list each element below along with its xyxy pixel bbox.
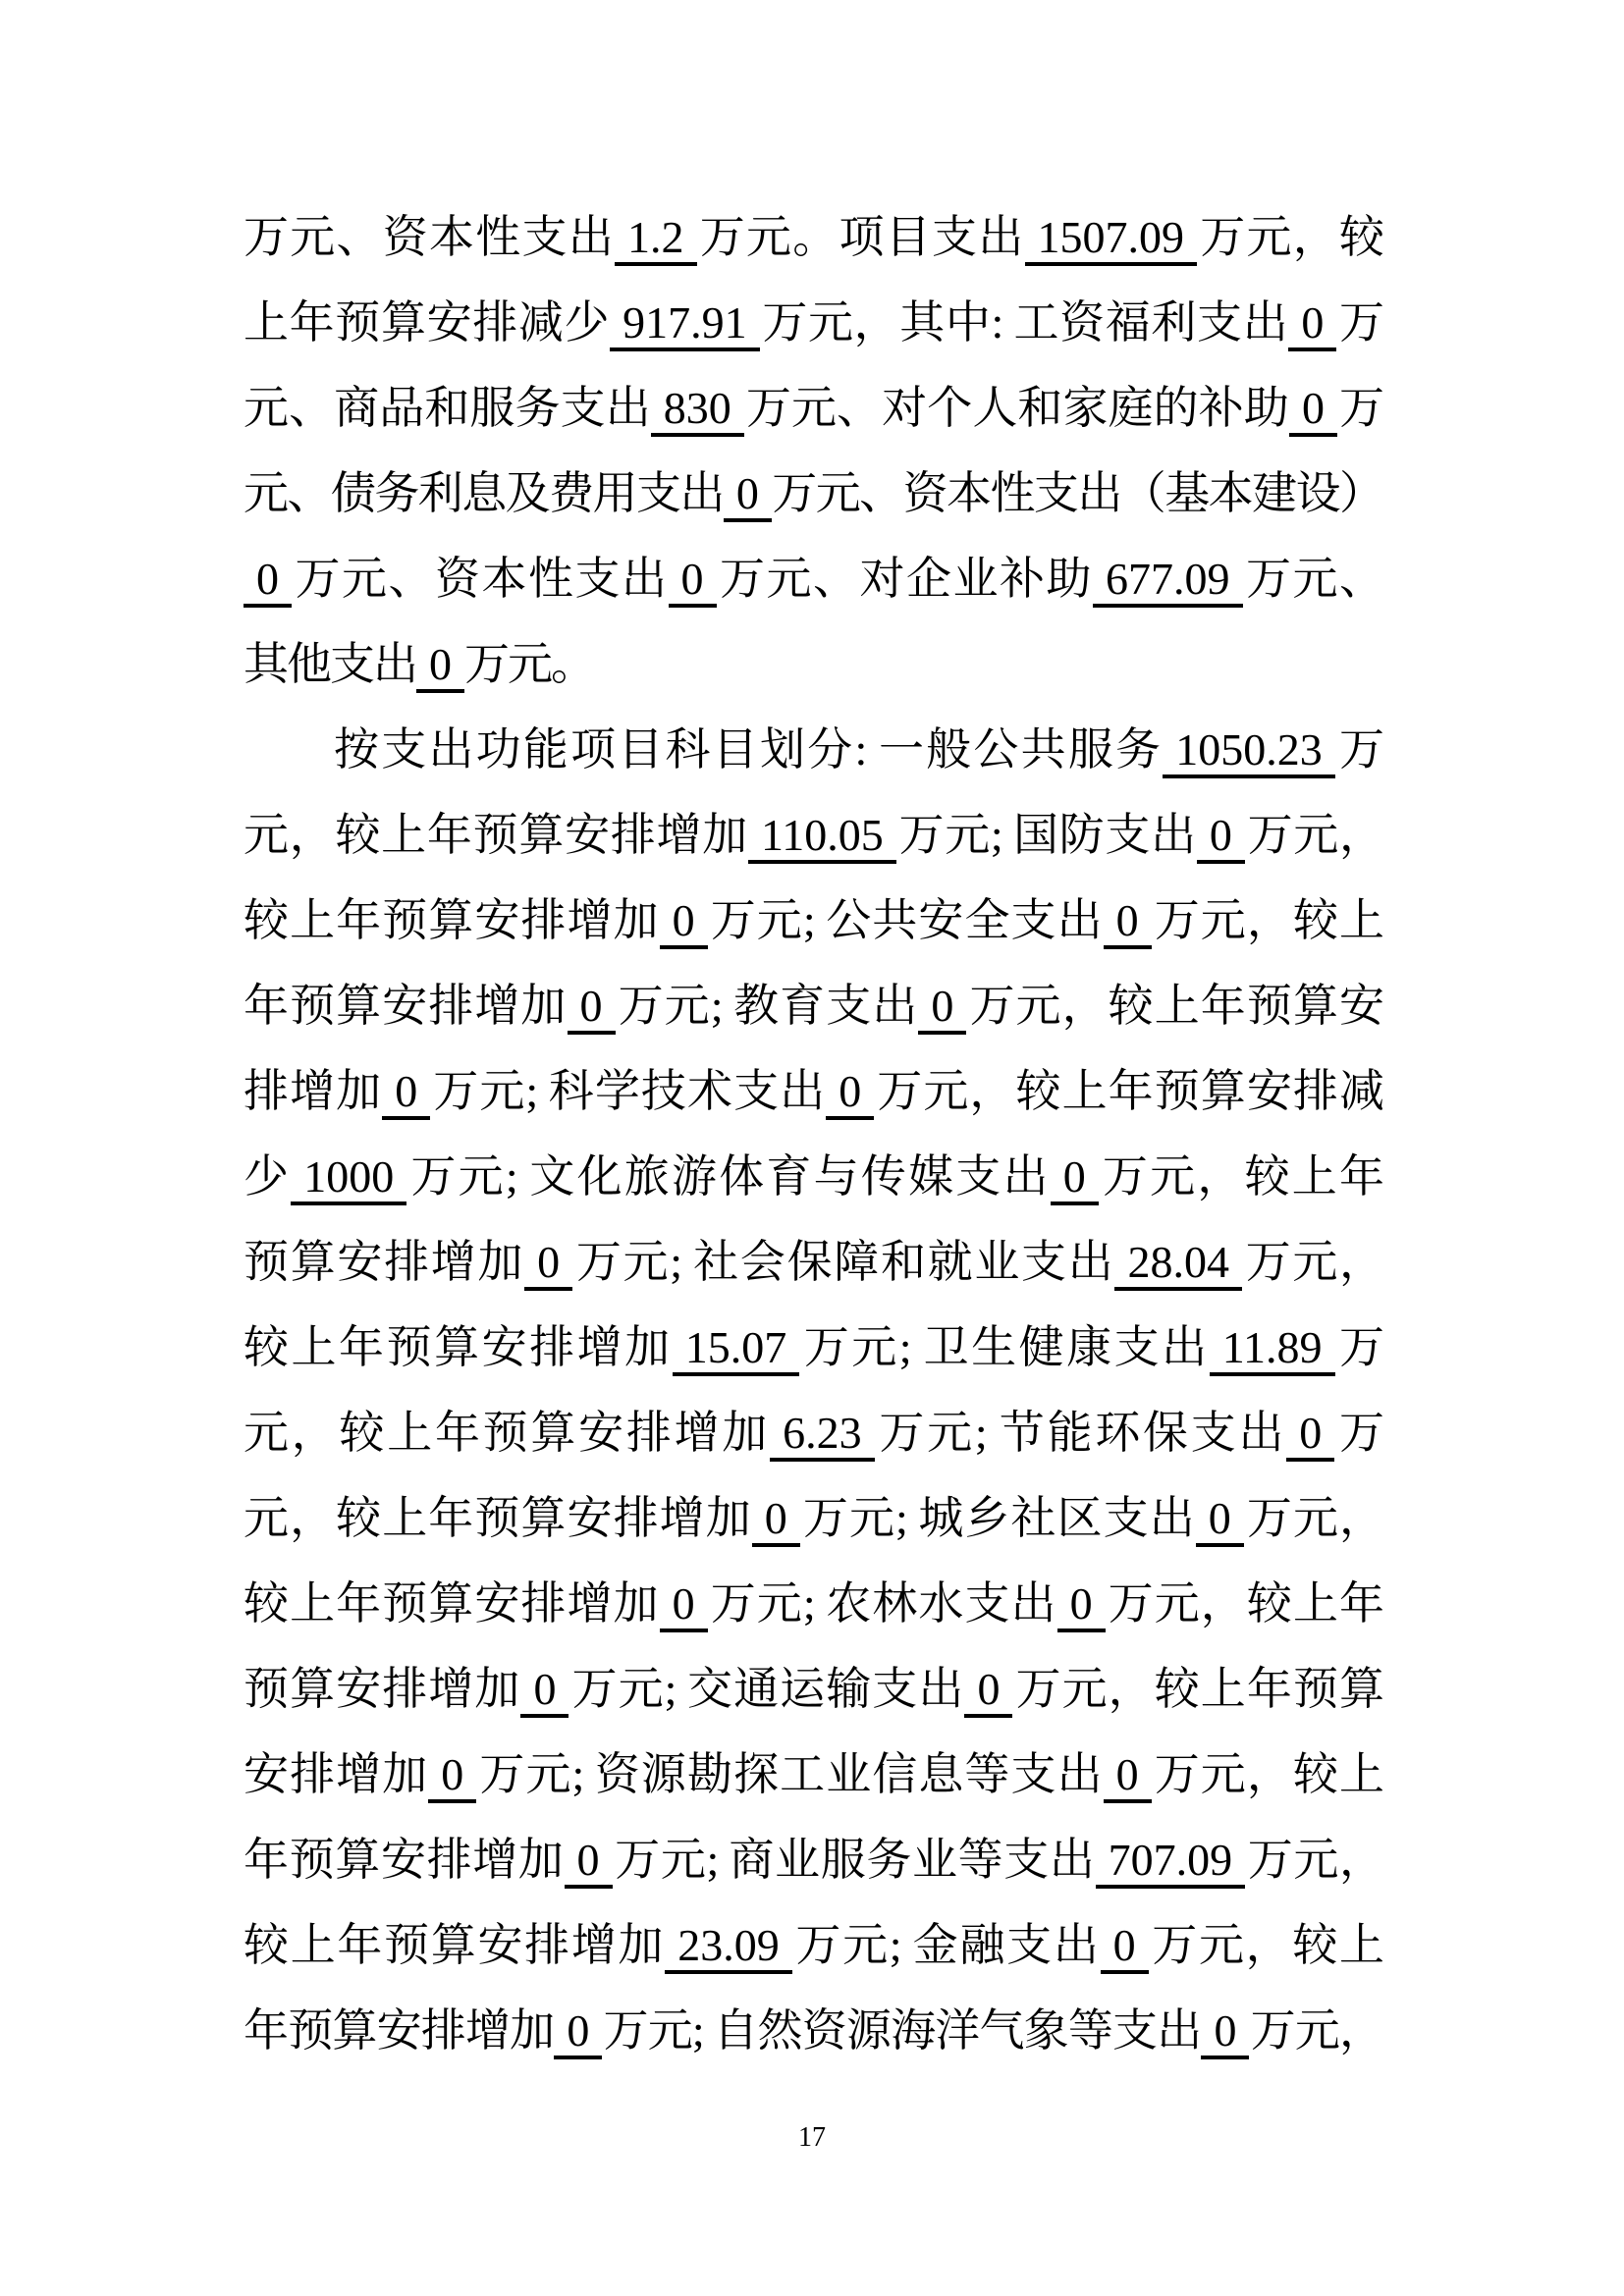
underlined-value: 6.23 — [770, 1408, 875, 1462]
underlined-value: 677.09 — [1093, 554, 1243, 608]
text-run: 万元; 交通运输支出 — [568, 1664, 965, 1714]
text-run: 万元; 公共安全支出 — [707, 895, 1104, 945]
text-line-21 — [244, 1902, 1382, 1988]
underlined-value: 15.07 — [673, 1322, 800, 1376]
text-line-8 — [244, 792, 1382, 878]
text-run: 万元，较 — [1197, 212, 1382, 262]
text-line-5 — [244, 536, 1382, 621]
text-line-14 — [244, 1305, 1382, 1390]
underlined-value: 0 — [524, 1237, 572, 1291]
text-line-22 — [244, 1988, 1382, 2073]
underlined-value: 0 — [1051, 1151, 1099, 1205]
text-run: 万元，较上年预算安 — [966, 981, 1382, 1031]
text-run: 万 — [1336, 383, 1382, 433]
underlined-value: 830 — [651, 383, 744, 437]
document-body — [244, 194, 1382, 2073]
text-run: 万元，其中: 工资福利支出 — [759, 297, 1289, 347]
text-run: 万元、资本性支出（基本建设） — [771, 468, 1382, 518]
text-run: 万元; 商业服务业等支出 — [612, 1835, 1096, 1885]
text-run: 万元，较上年 — [1098, 1151, 1382, 1201]
text-run: 万元， — [1249, 2005, 1382, 2056]
page-number: 17 — [798, 2122, 826, 2153]
text-run: 万元、资本性支出 — [244, 212, 615, 262]
underlined-value: 0 — [964, 1664, 1012, 1718]
underlined-value: 0 — [1286, 1408, 1334, 1462]
text-run: 排增加 — [244, 1066, 383, 1116]
text-run: 元、债务利息及费用支出 — [244, 468, 724, 518]
text-line-7 — [244, 707, 1382, 792]
underlined-value: 0 — [568, 981, 616, 1035]
text-run: 万元，较上 — [1151, 895, 1382, 945]
text-run: 万元; 金融支出 — [791, 1920, 1101, 1970]
text-run: 年预算安排增加 — [244, 1835, 565, 1885]
text-line-10 — [244, 963, 1382, 1048]
text-run: 万元、 — [1242, 554, 1382, 604]
text-run: 万 — [1336, 297, 1382, 347]
text-run: 万 — [1334, 1408, 1382, 1458]
underlined-value: 0 — [554, 2005, 602, 2059]
text-run: 万元; 教育支出 — [615, 981, 919, 1031]
underlined-value: 1050.23 — [1163, 724, 1335, 778]
text-line-18 — [244, 1646, 1382, 1732]
text-run: 万元; 自然资源海洋气象等支出 — [602, 2005, 1202, 2056]
text-run: 万元，较上年预算安排减 — [874, 1066, 1382, 1116]
text-run: 元，较上年预算安排增加 — [244, 1408, 771, 1458]
underlined-value: 0 — [416, 639, 464, 693]
text-run: 万元，较上 — [1148, 1920, 1382, 1970]
text-run: 万元，较上 — [1151, 1749, 1382, 1799]
text-run: 预算安排增加 — [244, 1664, 521, 1714]
underlined-value: 1.2 — [615, 212, 697, 266]
text-line-6 — [244, 621, 1382, 707]
text-run: 安排增加 — [244, 1749, 429, 1799]
underlined-value: 1000 — [291, 1151, 406, 1205]
text-run: 年预算安排增加 — [244, 981, 568, 1031]
underlined-value: 28.04 — [1114, 1237, 1242, 1291]
underlined-value: 0 — [1197, 810, 1245, 864]
underlined-value: 0 — [428, 1749, 476, 1803]
underlined-value: 917.91 — [610, 297, 760, 351]
underlined-value: 707.09 — [1096, 1835, 1246, 1889]
underlined-value: 0 — [1057, 1578, 1106, 1632]
underlined-value: 0 — [660, 1578, 708, 1632]
underlined-value: 0 — [1288, 297, 1336, 351]
text-line-11 — [244, 1048, 1382, 1134]
text-run: 万 — [1334, 1322, 1382, 1372]
text-run: 万元， — [1244, 810, 1382, 860]
underlined-value: 0 — [1289, 383, 1337, 437]
underlined-value: 1507.09 — [1025, 212, 1198, 266]
underlined-value: 23.09 — [665, 1920, 792, 1974]
underlined-value: 110.05 — [748, 810, 896, 864]
text-run: 上年预算安排减少 — [244, 297, 611, 347]
text-line-2 — [244, 280, 1382, 365]
text-run: 万元。 — [464, 639, 594, 689]
text-line-16 — [244, 1475, 1382, 1561]
underlined-value: 0 — [1104, 895, 1152, 949]
text-line-9 — [244, 878, 1382, 963]
text-run: 万元; 城乡社区支出 — [799, 1493, 1196, 1543]
text-run: 年预算安排增加 — [244, 2005, 555, 2056]
text-run: 万元。项目支出 — [696, 212, 1025, 262]
text-run: 元、商品和服务支出 — [244, 383, 651, 433]
text-run: 按支出功能项目科目划分: 一般公共服务 — [334, 724, 1164, 774]
text-line-19 — [244, 1732, 1382, 1817]
text-line-13 — [244, 1219, 1382, 1305]
text-line-12 — [244, 1134, 1382, 1219]
text-run: 万元; 节能环保支出 — [874, 1408, 1287, 1458]
underlined-value: 0 — [1104, 1749, 1152, 1803]
text-line-17 — [244, 1561, 1382, 1646]
text-run: 万元; 国防支出 — [895, 810, 1197, 860]
underlined-value: 0 — [826, 1066, 874, 1120]
underlined-value: 11.89 — [1210, 1322, 1335, 1376]
text-run: 万元、对企业补助 — [716, 554, 1093, 604]
text-run: 万元， — [1243, 1493, 1382, 1543]
text-run: 万元、资本性支出 — [292, 554, 669, 604]
text-run: 万元; 卫生健康支出 — [799, 1322, 1210, 1372]
text-run: 万元; 科学技术支出 — [430, 1066, 827, 1116]
text-run: 万元、对个人和家庭的补助 — [743, 383, 1289, 433]
text-line-4 — [244, 451, 1382, 536]
text-run: 万元; 资源勘探工业信息等支出 — [476, 1749, 1104, 1799]
text-line-1 — [244, 194, 1382, 280]
text-run: 万元， — [1241, 1237, 1382, 1287]
text-run: 万元; 文化旅游体育与传媒支出 — [406, 1151, 1051, 1201]
text-run: 元，较上年预算安排增加 — [244, 810, 748, 860]
underlined-value: 0 — [520, 1664, 568, 1718]
underlined-value: 0 — [752, 1493, 800, 1547]
text-run: 万元， — [1245, 1835, 1382, 1885]
underlined-value: 0 — [669, 554, 717, 608]
text-run: 较上年预算安排增加 — [244, 1578, 660, 1629]
underlined-value: 0 — [918, 981, 966, 1035]
text-line-20 — [244, 1817, 1382, 1902]
underlined-value: 0 — [565, 1835, 613, 1889]
text-line-3 — [244, 365, 1382, 451]
underlined-value: 0 — [244, 554, 292, 608]
underlined-value: 0 — [660, 895, 708, 949]
text-run: 万元; 社会保障和就业支出 — [572, 1237, 1115, 1287]
text-run: 万元; 农林水支出 — [707, 1578, 1057, 1629]
text-run: 万元，较上年预算 — [1012, 1664, 1382, 1714]
text-run: 元，较上年预算安排增加 — [244, 1493, 752, 1543]
text-run: 少 — [244, 1151, 292, 1201]
underlined-value: 0 — [724, 468, 772, 522]
text-run: 万元，较上年 — [1105, 1578, 1382, 1629]
text-run: 较上年预算安排增加 — [244, 895, 660, 945]
text-run: 万 — [1334, 724, 1382, 774]
underlined-value: 0 — [1101, 1920, 1149, 1974]
underlined-value: 0 — [1196, 1493, 1244, 1547]
underlined-value: 0 — [382, 1066, 430, 1120]
text-line-15 — [244, 1390, 1382, 1475]
underlined-value: 0 — [1201, 2005, 1249, 2059]
text-run: 较上年预算安排增加 — [244, 1322, 673, 1372]
text-run: 其他支出 — [244, 639, 416, 689]
text-run: 较上年预算安排增加 — [244, 1920, 666, 1970]
text-run: 预算安排增加 — [244, 1237, 525, 1287]
